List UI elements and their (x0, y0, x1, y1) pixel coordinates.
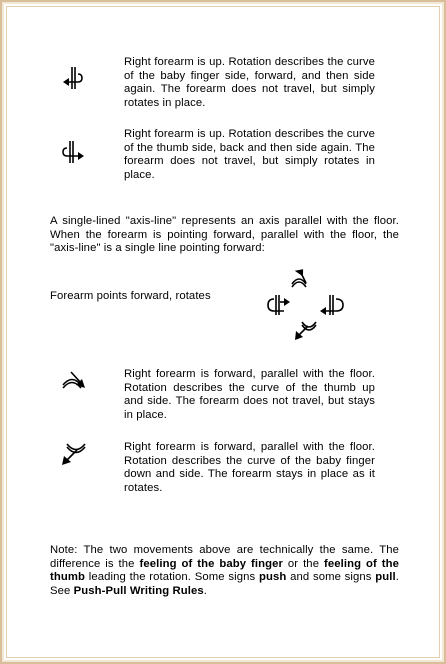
rotation-back-forward-right-icon (61, 138, 89, 166)
entry-text: Right forearm is forward, parallel with the floor. Rotation describes the curve of the baby finger down and side. The forearm stays in place as it rotates. (124, 441, 375, 495)
entry-text: Right forearm is forward, parallel with the floor. Rotation describes the curve of the thumb up and side. The forearm does not travel, but stays in place. (124, 368, 375, 422)
rotation-compass-icon (264, 266, 352, 344)
rotation-finger-down-icon (58, 441, 88, 467)
axis-paragraph: A single-lined "axis-line" represents an axis parallel with the floor. When the forearm is pointing forward, parallel with the floor, the "axis-line" is a single line pointing forward: (50, 215, 399, 255)
entry-text: Right forearm is up. Rotation describes the curve of the thumb side, back and then side again. The forearm does not travel, but simply rotates in place. (124, 128, 375, 182)
note-paragraph: Note: The two movements above are technically the same. The difference is the feeling of the baby finger or the feeling of the thumb leading the rotation. Some signs push and some signs pull. See Push-Pull Writing Rules. (50, 544, 400, 598)
entry-text: Right forearm is up. Rotation describes the curve of the baby finger side, forward, and then side again. The forearm does not travel, but simply rotates in place. (124, 56, 375, 110)
rotation-thumb-up-icon (60, 366, 90, 392)
forward-label: Forearm points forward, rotates (50, 290, 211, 302)
rotation-forward-back-left-icon (58, 64, 86, 92)
